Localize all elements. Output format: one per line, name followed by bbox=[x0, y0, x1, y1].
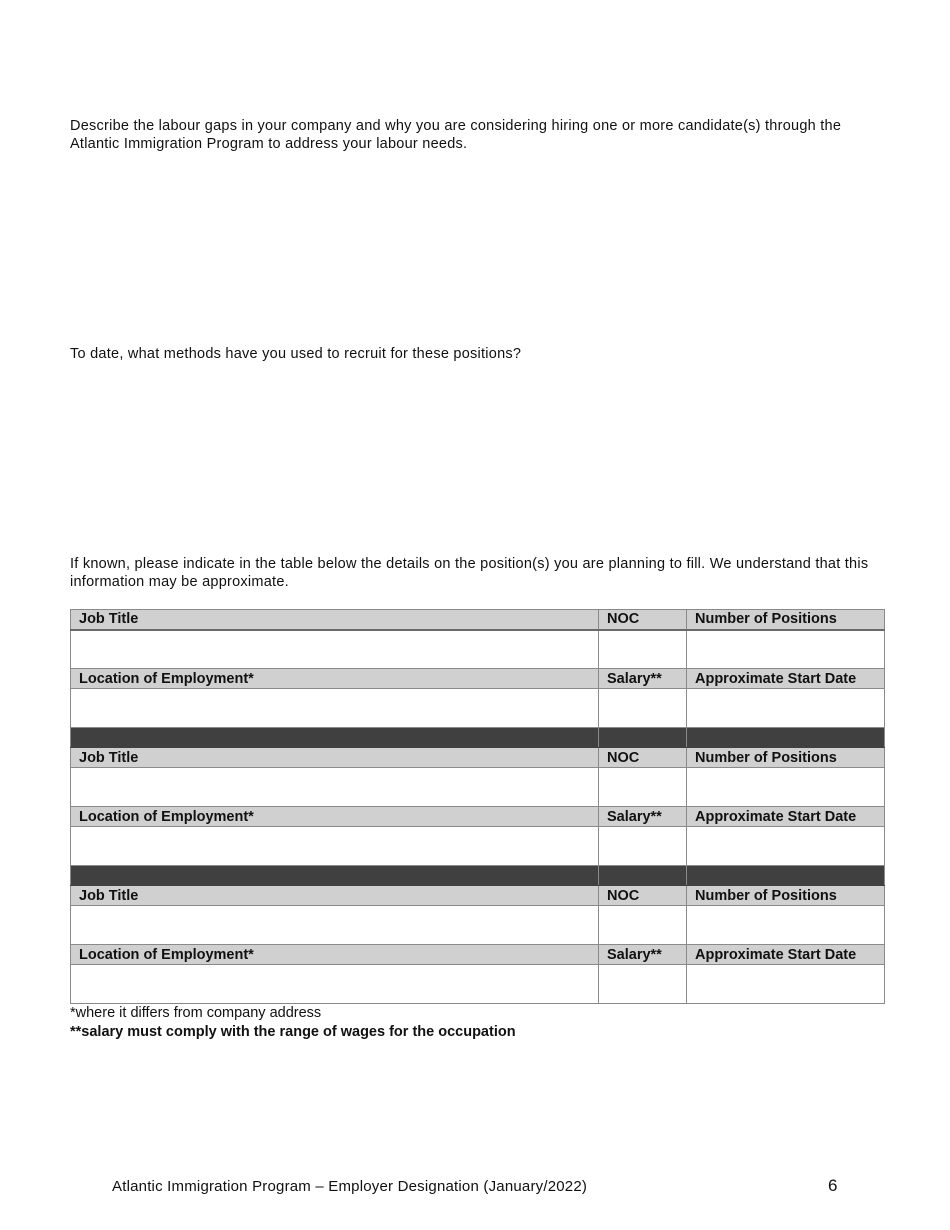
entry-row bbox=[71, 965, 885, 1004]
separator-row bbox=[71, 728, 885, 748]
footer-title: Atlantic Immigration Program – Employer Designation (January/2022) bbox=[112, 1178, 588, 1195]
header-row bbox=[71, 610, 885, 630]
noc-header: NOC bbox=[599, 748, 687, 768]
start-date-header: Approximate Start Date bbox=[687, 807, 885, 827]
number-of-positions-field[interactable] bbox=[687, 630, 885, 669]
salary-header: Salary** bbox=[599, 807, 687, 827]
start-date-header: Approximate Start Date bbox=[687, 669, 885, 689]
number-of-positions-header: Number of Positions bbox=[687, 886, 885, 906]
noc-header: NOC bbox=[599, 610, 687, 630]
number-of-positions-header: Number of Positions bbox=[687, 748, 885, 768]
salary-footnote: **salary must comply with the range of wages for the occupation bbox=[70, 1024, 516, 1040]
start-date-field[interactable] bbox=[687, 689, 885, 728]
entry-row bbox=[71, 630, 885, 669]
header-row bbox=[71, 807, 885, 827]
location-field[interactable] bbox=[71, 689, 599, 728]
noc-field[interactable] bbox=[599, 630, 687, 669]
salary-header: Salary** bbox=[599, 669, 687, 689]
job-title-field[interactable] bbox=[71, 906, 599, 945]
number-of-positions-field[interactable] bbox=[687, 768, 885, 807]
start-date-header: Approximate Start Date bbox=[687, 945, 885, 965]
location-header: Location of Employment* bbox=[71, 945, 599, 965]
entry-row bbox=[71, 768, 885, 807]
labour-gaps-question: Describe the labour gaps in your company and why you are considering hiring one or more candidate(s) through the Atlantic Immigration Program to address your labour needs. bbox=[70, 118, 842, 152]
entry-row bbox=[71, 906, 885, 945]
location-header: Location of Employment* bbox=[71, 807, 599, 827]
positions-table bbox=[70, 609, 885, 1004]
job-title-header: Job Title bbox=[71, 748, 599, 768]
start-date-field[interactable] bbox=[687, 827, 885, 866]
job-title-field[interactable] bbox=[71, 630, 599, 669]
location-header: Location of Employment* bbox=[71, 669, 599, 689]
number-of-positions-header: Number of Positions bbox=[687, 610, 885, 630]
salary-field[interactable] bbox=[599, 689, 687, 728]
salary-header: Salary** bbox=[599, 945, 687, 965]
job-title-header: Job Title bbox=[71, 886, 599, 906]
noc-header: NOC bbox=[599, 886, 687, 906]
job-title-field[interactable] bbox=[71, 768, 599, 807]
location-field[interactable] bbox=[71, 965, 599, 1004]
salary-field[interactable] bbox=[599, 965, 687, 1004]
entry-row bbox=[71, 689, 885, 728]
job-title-header: Job Title bbox=[71, 610, 599, 630]
start-date-field[interactable] bbox=[687, 965, 885, 1004]
header-row bbox=[71, 748, 885, 768]
header-row bbox=[71, 886, 885, 906]
salary-field[interactable] bbox=[599, 827, 687, 866]
location-field[interactable] bbox=[71, 827, 599, 866]
header-row bbox=[71, 945, 885, 965]
location-footnote: *where it differs from company address bbox=[70, 1005, 322, 1021]
noc-field[interactable] bbox=[599, 768, 687, 807]
recruit-methods-question: To date, what methods have you used to recruit for these positions? bbox=[70, 346, 522, 362]
page-number: 6 bbox=[828, 1176, 838, 1195]
noc-field[interactable] bbox=[599, 906, 687, 945]
recruit-methods-answer-area[interactable] bbox=[70, 368, 883, 548]
positions-intro: If known, please indicate in the table below the details on the position(s) you are planning to fill. We understand that this information may be approximate. bbox=[70, 556, 869, 590]
separator-row bbox=[71, 866, 885, 886]
header-row bbox=[71, 669, 885, 689]
number-of-positions-field[interactable] bbox=[687, 906, 885, 945]
entry-row bbox=[71, 827, 885, 866]
labour-gaps-answer-area[interactable] bbox=[70, 158, 883, 328]
